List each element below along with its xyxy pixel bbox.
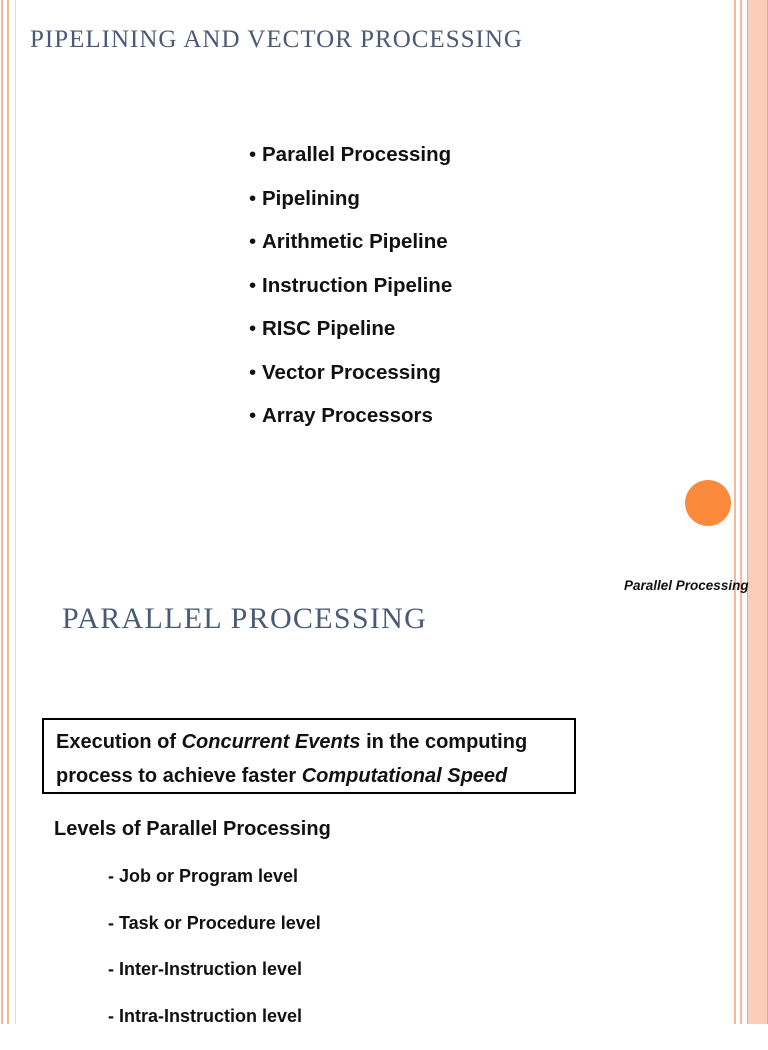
topic-label: Parallel Processing [262, 143, 451, 166]
left-border-line [1, 0, 3, 1024]
definition-line-1 [56, 725, 562, 759]
orange-circle-icon [685, 480, 731, 526]
bullet-icon: • [249, 227, 262, 257]
side-caption: Parallel Processing [624, 578, 749, 593]
bullet-icon: • [249, 401, 262, 431]
topic-item [249, 401, 452, 445]
bullet-icon: • [249, 140, 262, 170]
definition-text: process to achieve faster [56, 765, 302, 787]
slide-title: PIPELINING AND VECTOR PROCESSING [30, 26, 523, 54]
bullet-icon: • [249, 271, 262, 301]
topic-item [249, 227, 452, 271]
level-item: - Intra-Instruction level [108, 1004, 321, 1050]
definition-emphasis: Computational Speed [302, 765, 508, 787]
level-item: - Job or Program level [108, 864, 321, 911]
level-item: - Task or Procedure level [108, 911, 321, 958]
definition-line-2 [56, 759, 562, 793]
level-item: - Inter-Instruction level [108, 957, 321, 1004]
definition-text: Execution of [56, 731, 182, 753]
bullet-icon: • [249, 358, 262, 388]
topic-label: Instruction Pipeline [262, 274, 452, 297]
topic-label: Array Processors [262, 404, 433, 427]
topic-label: Vector Processing [262, 361, 441, 384]
topic-item [249, 314, 452, 358]
bullet-icon: • [249, 184, 262, 214]
bullet-icon: • [249, 314, 262, 344]
topic-item [249, 140, 452, 184]
levels-heading: Levels of Parallel Processing [54, 818, 331, 841]
right-border-line [734, 0, 736, 1024]
levels-list [108, 864, 321, 1050]
topic-list [249, 140, 452, 445]
right-border-band [748, 0, 768, 1024]
topic-item [249, 271, 452, 315]
topic-label: RISC Pipeline [262, 317, 395, 340]
section-title: PARALLEL PROCESSING [62, 602, 427, 636]
definition-box [42, 718, 576, 794]
left-border-line [15, 0, 16, 1024]
topic-label: Pipelining [262, 187, 360, 210]
right-border-line [747, 0, 748, 1024]
left-border-line [7, 0, 9, 1024]
topic-label: Arithmetic Pipeline [262, 230, 448, 253]
right-border-line [740, 0, 742, 1024]
topic-item [249, 358, 452, 402]
definition-text: in the computing [361, 731, 528, 753]
definition-emphasis: Concurrent Events [182, 731, 361, 753]
topic-item [249, 184, 452, 228]
